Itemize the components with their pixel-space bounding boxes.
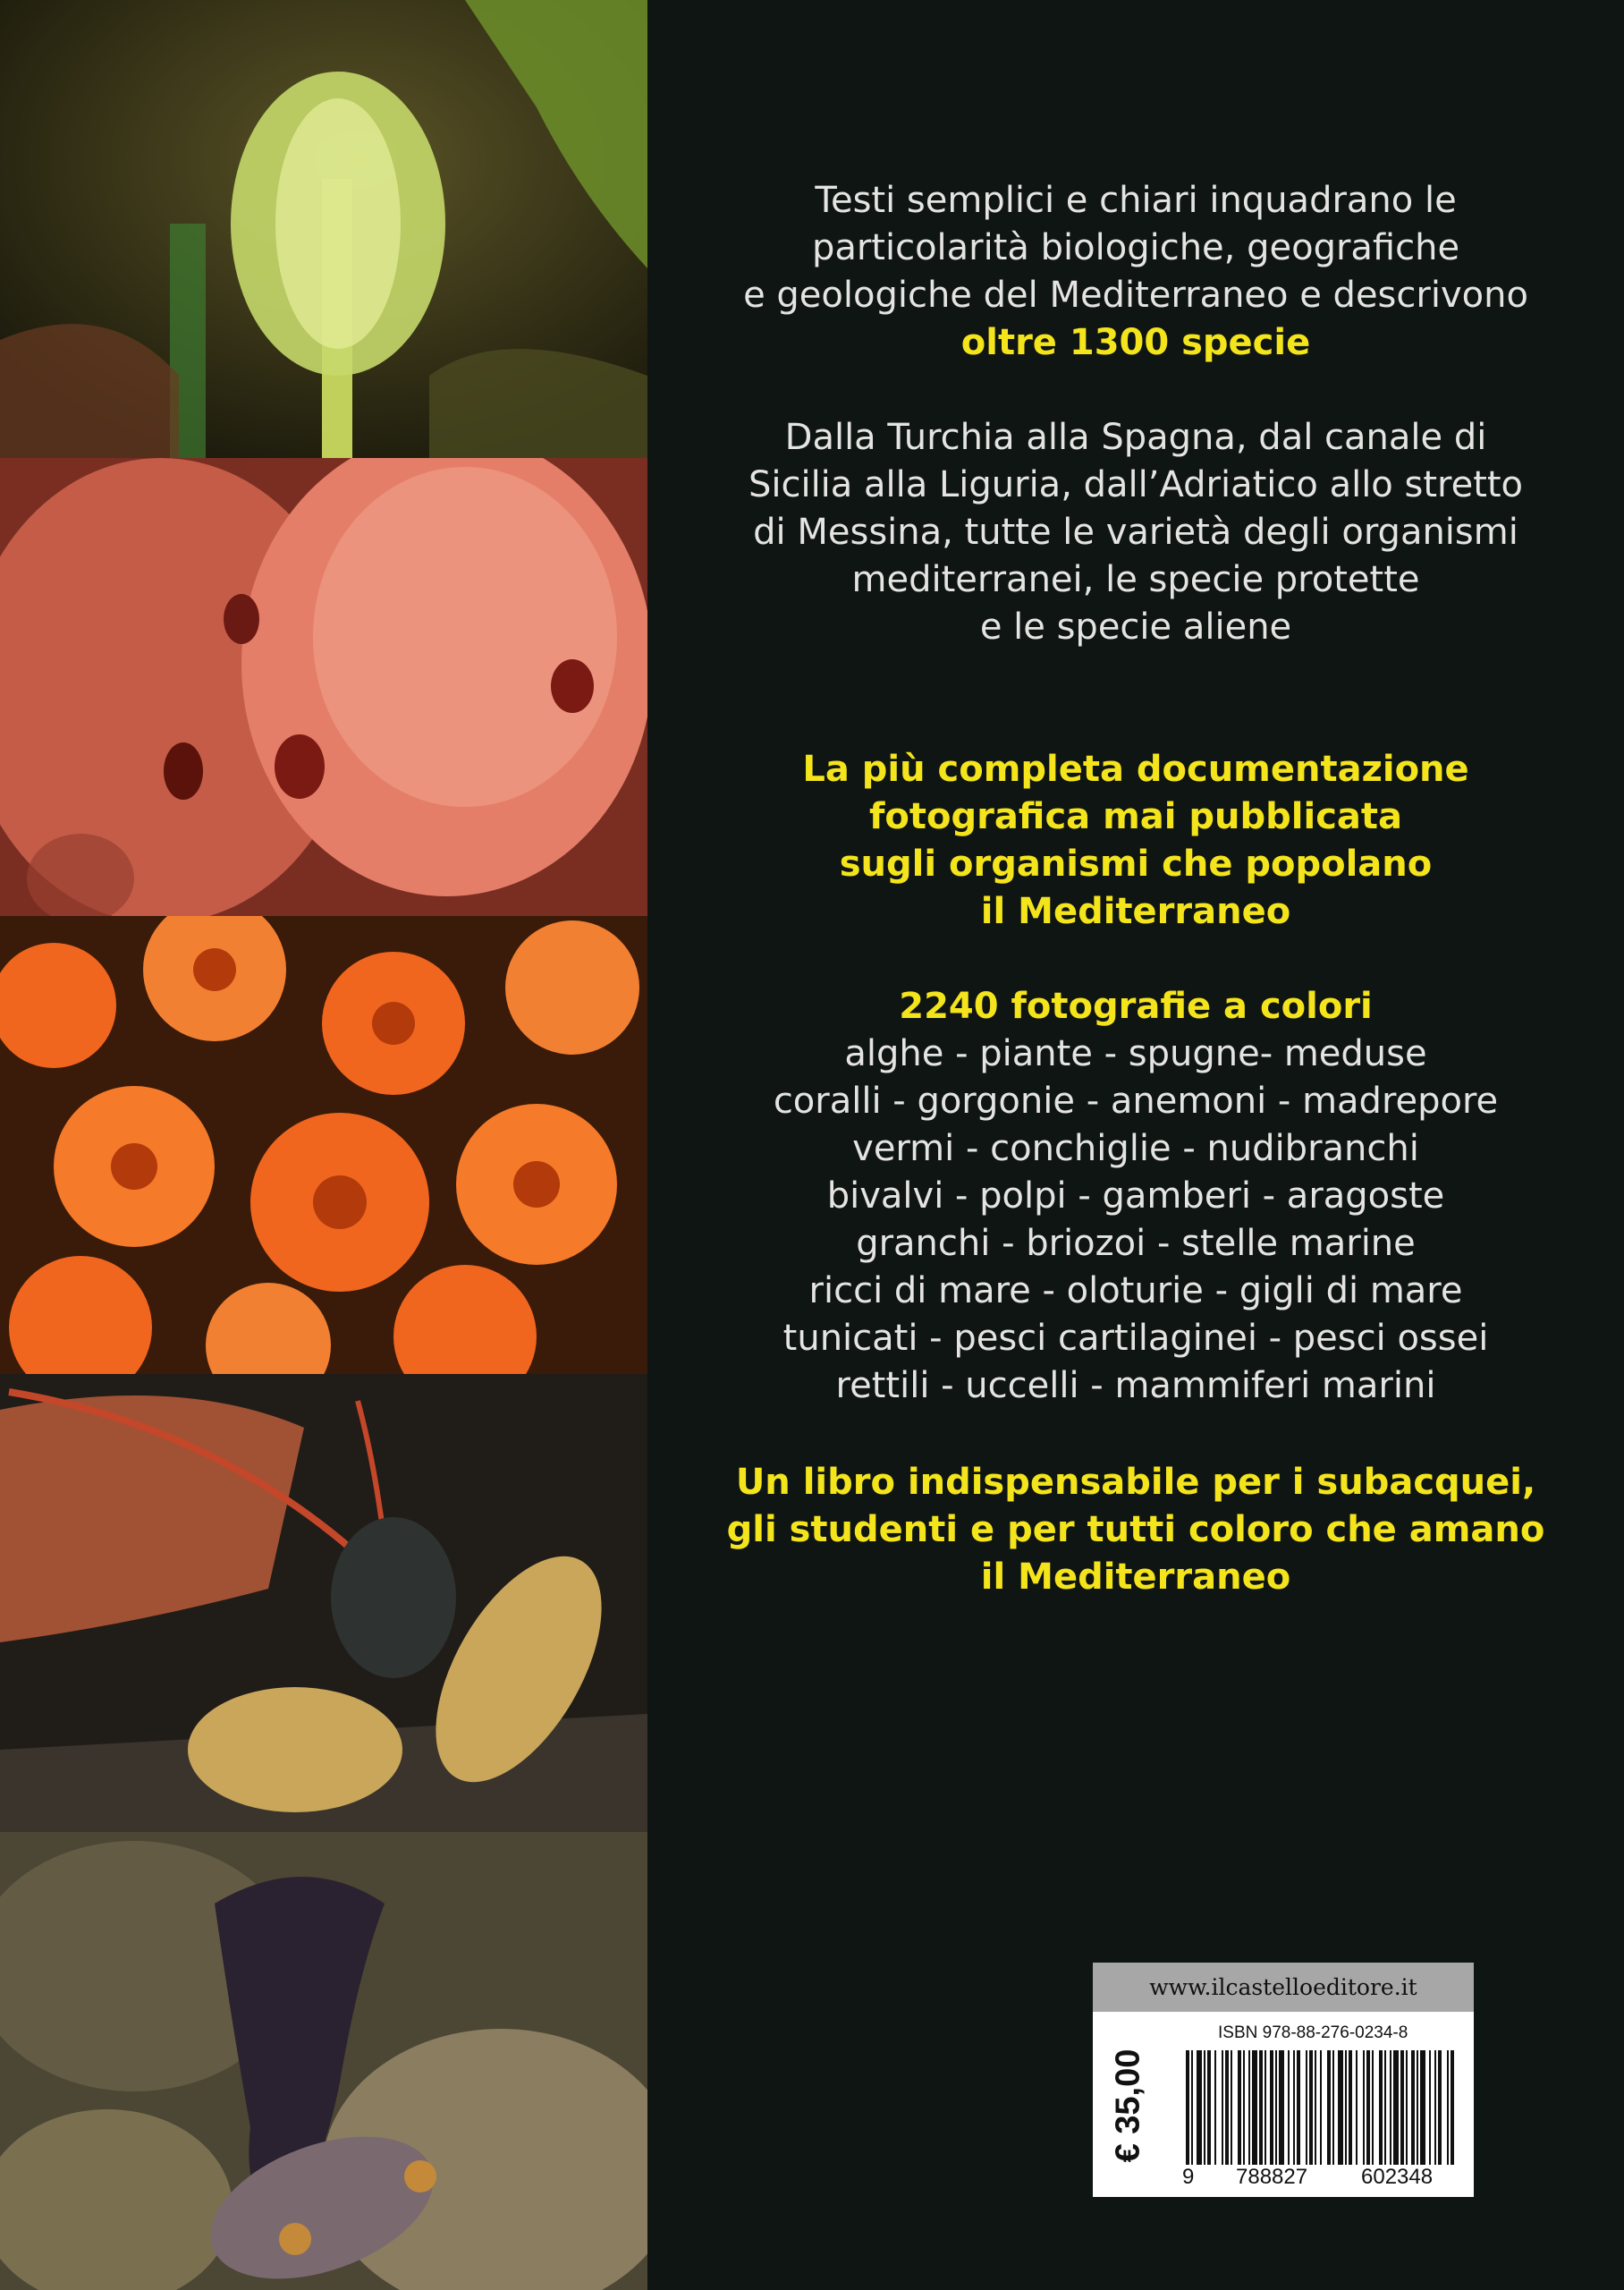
barcode-bar — [1366, 2050, 1370, 2165]
claim-line: sugli organismi che popolano — [839, 844, 1433, 885]
category-line: rettili - uccelli - mammiferi marini — [835, 1365, 1436, 1406]
barcode-bar — [1275, 2050, 1277, 2165]
closing-line: il Mediterraneo — [980, 1556, 1291, 1598]
text-line: Sicilia alla Liguria, dall’Adriatico allo stretto — [748, 464, 1524, 505]
barcode-bar — [1363, 2050, 1365, 2165]
lobster-photo — [0, 1374, 647, 1832]
coral-photo — [0, 916, 647, 1374]
barcode-bar — [1222, 2050, 1223, 2165]
barcode-bar — [1420, 2050, 1425, 2165]
photo-count-highlight: 2240 fotografie a colori — [899, 986, 1373, 1027]
claim-line: fotografica mai pubblicata — [868, 796, 1403, 837]
claim-line: il Mediterraneo — [980, 891, 1291, 932]
category-line: ricci di mare - oloturie - gigli di mare — [808, 1270, 1463, 1311]
publisher-url: www.ilcastelloeditore.it — [1093, 1963, 1474, 2012]
barcode-bar — [1372, 2050, 1374, 2165]
barcode-bar — [1332, 2050, 1334, 2165]
seaweed-photo — [0, 0, 647, 458]
photo-strip — [0, 0, 647, 2290]
barcode-bar — [1320, 2050, 1322, 2165]
barcode-digit-group: 788827 — [1236, 2165, 1308, 2189]
barcode-bar — [1252, 2050, 1257, 2165]
text-line: particolarità biologiche, geografiche — [811, 227, 1460, 268]
barcode-bar — [1447, 2050, 1449, 2165]
intro-paragraph — [647, 177, 1624, 367]
sponge-photo — [0, 458, 647, 916]
barcode-bar — [1390, 2050, 1391, 2165]
category-line: vermi - conchiglie - nudibranchi — [852, 1128, 1419, 1169]
barcode-bar — [1434, 2050, 1436, 2165]
barcode-bar — [1309, 2050, 1313, 2165]
barcode-bar — [1265, 2050, 1266, 2165]
barcode-bar — [1243, 2050, 1245, 2165]
barcode-bar — [1225, 2050, 1229, 2165]
barcode-digit-group: 9 — [1182, 2165, 1195, 2189]
claim-line: La più completa documentazione — [802, 749, 1469, 790]
barcode-bar — [1259, 2050, 1263, 2165]
barcode-bar — [1231, 2050, 1232, 2165]
barcode-bar — [1356, 2050, 1358, 2165]
text-line: e geologiche del Mediterraneo e descrivono — [743, 275, 1528, 316]
barcode-bar — [1349, 2050, 1352, 2165]
category-line: alghe - piante - spugne- meduse — [844, 1033, 1427, 1074]
barcode-bar — [1279, 2050, 1284, 2165]
barcode-bar — [1204, 2050, 1205, 2165]
barcode-bar — [1393, 2050, 1399, 2165]
barcode-bar — [1306, 2050, 1307, 2165]
text-column — [647, 0, 1624, 2290]
barcode-bars — [1182, 2050, 1459, 2165]
category-line: bivalvi - polpi - gamberi - aragoste — [826, 1175, 1445, 1217]
species-count-highlight: oltre 1300 specie — [960, 322, 1311, 363]
closing-claim — [647, 1459, 1624, 1601]
barcode-bar — [1406, 2050, 1408, 2165]
isbn-text: ISBN 978-88-276-0234-8 — [1218, 2023, 1408, 2042]
barcode-bar — [1338, 2050, 1343, 2165]
text-line: e le specie aliene — [979, 606, 1292, 648]
barcode-label — [1093, 1963, 1474, 2197]
closing-line: Un libro indispensabile per i subacquei, — [735, 1462, 1536, 1503]
barcode-bar — [1315, 2050, 1316, 2165]
barcode-digit-group: 602348 — [1361, 2165, 1434, 2189]
text-line: Testi semplici e chiari inquadrano le — [815, 180, 1457, 221]
text-line: Dalla Turchia alla Spagna, dal canale di — [784, 417, 1487, 458]
category-line: coralli - gorgonie - anemoni - madrepore — [773, 1081, 1499, 1122]
closing-line: gli studenti e per tutti coloro che amano — [726, 1509, 1545, 1550]
price-label: € 35,00 — [1109, 2048, 1147, 2163]
barcode-bar — [1379, 2050, 1383, 2165]
barcode-bar — [1400, 2050, 1404, 2165]
barcode-bar — [1186, 2050, 1189, 2165]
geography-paragraph — [647, 414, 1624, 651]
barcode-bar — [1270, 2050, 1273, 2165]
barcode-bar — [1345, 2050, 1347, 2165]
category-line: tunicati - pesci cartilaginei - pesci ossei — [782, 1318, 1489, 1359]
barcode-bar — [1293, 2050, 1295, 2165]
photo-list-paragraph — [647, 983, 1624, 1410]
barcode-bar — [1191, 2050, 1193, 2165]
barcode-bar — [1327, 2050, 1331, 2165]
barcode-bar — [1288, 2050, 1290, 2165]
barcode-bar — [1429, 2050, 1431, 2165]
nudibranch-photo — [0, 1832, 647, 2290]
documentation-claim — [647, 746, 1624, 936]
barcode-bar — [1207, 2050, 1211, 2165]
barcode-bar — [1197, 2050, 1202, 2165]
barcode-bar — [1411, 2050, 1415, 2165]
barcode-bar — [1238, 2050, 1241, 2165]
barcode-bar — [1438, 2050, 1442, 2165]
text-line: mediterranei, le specie protette — [851, 559, 1420, 600]
barcode-bar — [1248, 2050, 1250, 2165]
text-line: di Messina, tutte le varietà degli organismi — [753, 512, 1518, 553]
barcode-bar — [1451, 2050, 1454, 2165]
barcode-bar — [1297, 2050, 1300, 2165]
barcode-bar — [1417, 2050, 1418, 2165]
barcode-bar — [1214, 2050, 1216, 2165]
category-line: granchi - briozoi - stelle marine — [856, 1223, 1416, 1264]
barcode-bar — [1384, 2050, 1386, 2165]
